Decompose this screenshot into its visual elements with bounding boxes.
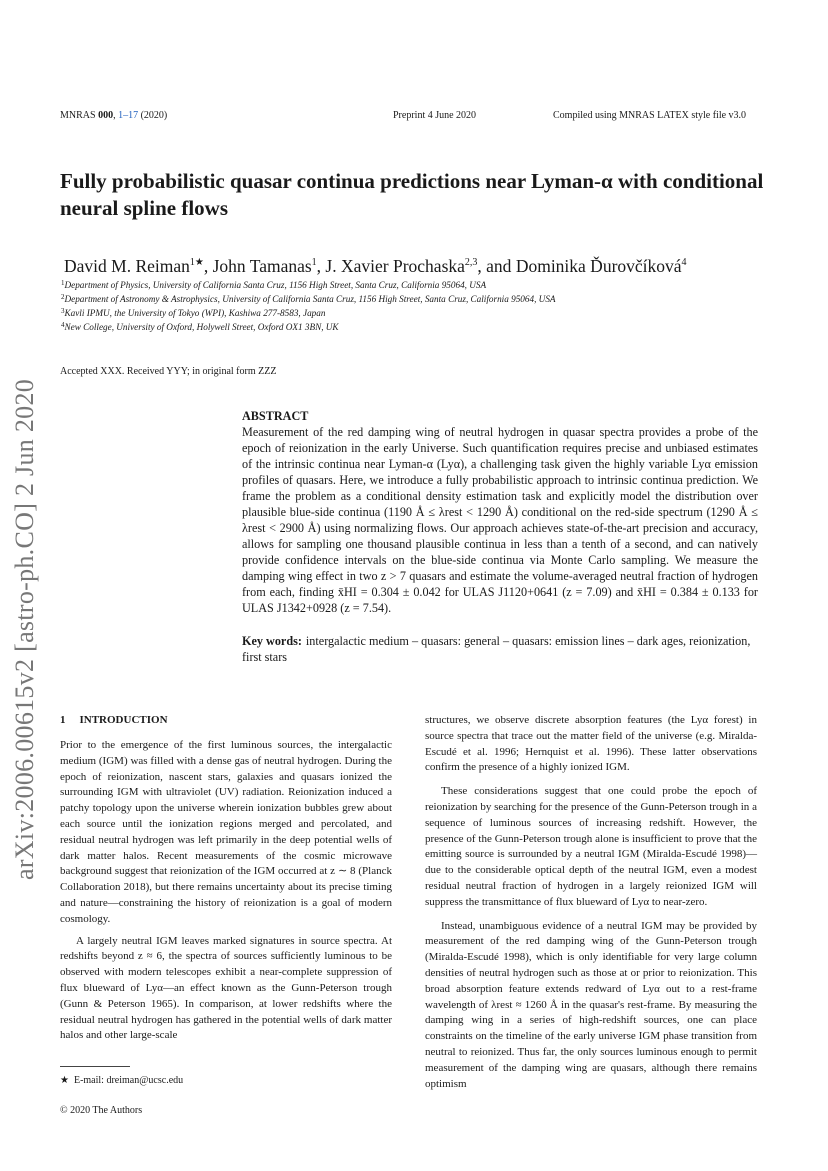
abstract: [242, 408, 758, 616]
preprint-date: Preprint 4 June 2020: [393, 110, 477, 121]
author-list: David M. Reiman$^{1★}$, John Tamanas$^1$, J. Xavier Prochaska$^{2,3}$, and Dominika Ďurovčíková$^4$: [64, 256, 687, 276]
author-affil-mark: 2,3: [464, 257, 478, 268]
author-name: John Tamanas: [212, 256, 312, 276]
author-affil-mark: 1★: [189, 257, 204, 268]
keywords: [242, 633, 758, 665]
paragraph: These considerations suggest that one could probe the epoch of reionization by searching for the presence of the Gunn-Peterson trough in a sequence of luminous sources of increasing redshift. However, the presence of the Gunn-Peterson trough alone is insufficient to prove that the emitting source is surrounded by a neutral IGM (Miralda-Escudé 1998)—due to the considerable optical depth of the neutral IGM, even a modest residual neutral fraction of hydrogen in a largely reionized IGM will suppress the transmittance of flux blueward of Lyα to near-zero.: [425, 785, 757, 908]
author-affil-mark: 1: [311, 257, 317, 268]
footnote-rule: [60, 1066, 130, 1067]
paragraph: A largely neutral IGM leaves marked signatures in source spectra. At redshifts beyond z ≈ 6, the spectra of sources sufficiently luminous to be observed with modern telescopes exhibit a near-complete suppression of flux blueward of Lyα—an effect known as the Gunn-Peterson trough (Gunn & Peterson 1965). In comparison, at lower redshifts where the residual neutral hydrogen has gathered in the potential wells of dark matter halos and other large-scale: [60, 934, 392, 1042]
author-affil-mark: 4: [681, 257, 687, 268]
section-heading: 1 INTRODUCTION: [60, 714, 168, 726]
running-header-left: MNRAS 000, 1–17 (2020): [60, 110, 168, 121]
paper-title: Fully probabilistic quasar continua predictions near Lyman-α with conditional neural spline flows: [60, 169, 764, 220]
affiliation: $^4$New College, University of Oxford, Holywell Street, Oxford OX1 3BN, UK: [61, 321, 339, 332]
keywords-label: Key words:: [242, 634, 302, 648]
page-range-link[interactable]: 1–17: [118, 110, 139, 121]
affiliation: $^2$Department of Astronomy & Astrophysics, University of California Santa Cruz, 1156 High Street, Santa Cruz, California 95064, USA: [61, 293, 556, 304]
copyright: © 2020 The Authors: [60, 1105, 143, 1116]
abstract-text: Measurement of the red damping wing of neutral hydrogen in quasar spectra provides a probe of the epoch of reionization in the early Universe. Such quantification requires precise and unbiased estimates of the intrinsic continua near Lyman-α (Lyα), a challenging task given the highly variable Lyα emission profiles of quasars. Here, we introduce a fully probabilistic approach to intrinsic continua prediction. We frame the problem as a conditional density estimation task and explicitly model the distribution over plausible blue-side continua (1190 Å ≤ λrest < 1290 Å) conditional on the red-side spectrum (1290 Å ≤ λrest < 2900 Å) using normalizing flows. Our approach achieves state-of-the-art precision and accuracy, allows for sampling one thousand plausible continua in less than a tenth of a second, and can natively provide confidence intervals on the blue-side continua via Monte Carlo sampling. We measure the damping wing effect in two z > 7 quasars and estimate the volume-averaged neutral fraction of hydrogen from each, finding x̄HI = 0.304 ± 0.042 for ULAS J1120+0641 (z = 7.09) and x̄HI = 0.384 ± 0.133 for ULAS J1342+0928 (z = 7.54).: [242, 425, 758, 615]
affiliation: $^3$Kavli IPMU, the University of Tokyo (WPI), Kashiwa 277-8583, Japan: [61, 307, 326, 318]
author-name: J. Xavier Prochaska: [325, 256, 465, 276]
author-name: Dominika Ďurovčíková: [515, 256, 682, 276]
abstract-heading: ABSTRACT: [242, 409, 309, 423]
column-left: [60, 738, 392, 1044]
paragraph: Prior to the emergence of the first luminous sources, the intergalactic medium (IGM) was filled with a dense gas of neutral hydrogen. During the epoch of reionization, nascent stars, galaxies and quasars ionized the surrounding IGM with ultraviolet (UV) radiation. Reionization induced a patchy topology upon the universe wherein ionization bubbles grew about each source until the ionization regions merged and percolated, and residual neutral hydrogen was left primarily in the deep potential wells of dark matter halos. Recent measurements of the cosmic microwave background suggest that reionization of the IGM occurred at z ∼ 8 (Planck Collaboration 2018), but there remains uncertainty about its precise timing and nature—constraining the history of reionization is a goal of modern cosmology.: [60, 739, 392, 925]
author-email: E-mail: dreiman@ucsc.edu: [73, 1075, 184, 1086]
author-name: David M. Reiman: [64, 256, 190, 276]
keywords-text: intergalactic medium – quasars: general – quasars: emission lines – dark ages, reionization, first stars: [242, 634, 751, 664]
affiliation: $^1$Department of Physics, University of California Santa Cruz, 1156 High Street, Santa Cruz, California 95064, USA: [61, 279, 487, 290]
paragraph: structures, we observe discrete absorption features (the Lyα forest) in source spectra that trace out the matter field of the universe (e.g. Miralda-Escudé et al. 1996; Hernquist et al. 1996). These latter observations confirm the presence of a highly ionized IGM.: [425, 714, 757, 774]
arxiv-stamp: arXiv:2006.00615v2 [astro-ph.CO] 2 Jun 2020: [10, 378, 39, 880]
footnote-star-icon: ★: [60, 1075, 69, 1086]
paragraph: Instead, unambiguous evidence of a neutral IGM may be provided by measurement of the red damping wing of the Gunn-Peterson trough (Miralda-Escudé 1998), which is only identifiable for very large column densities of neutral hydrogen such as those at or prior to reionization. This broad absorption feature extends redward of Lyα out to a rest-frame wavelength of λrest ≈ 1260 Å in the quasar's rest-frame. By measuring the damping wing in a series of high-redshift sources, one can place constraints on the timeline of the early universe IGM phase transition from neutral to reionized. Thus far, the only sources luminous enough to permit measurement of the damping wing are quasars, although there remains optimism: [425, 919, 757, 1090]
footnote: [60, 1075, 183, 1086]
column-right: [425, 713, 757, 1100]
accepted-line: Accepted XXX. Received YYY; in original form ZZZ: [60, 366, 277, 377]
compiled-note: Compiled using MNRAS LATEX style file v3.0: [553, 110, 747, 121]
